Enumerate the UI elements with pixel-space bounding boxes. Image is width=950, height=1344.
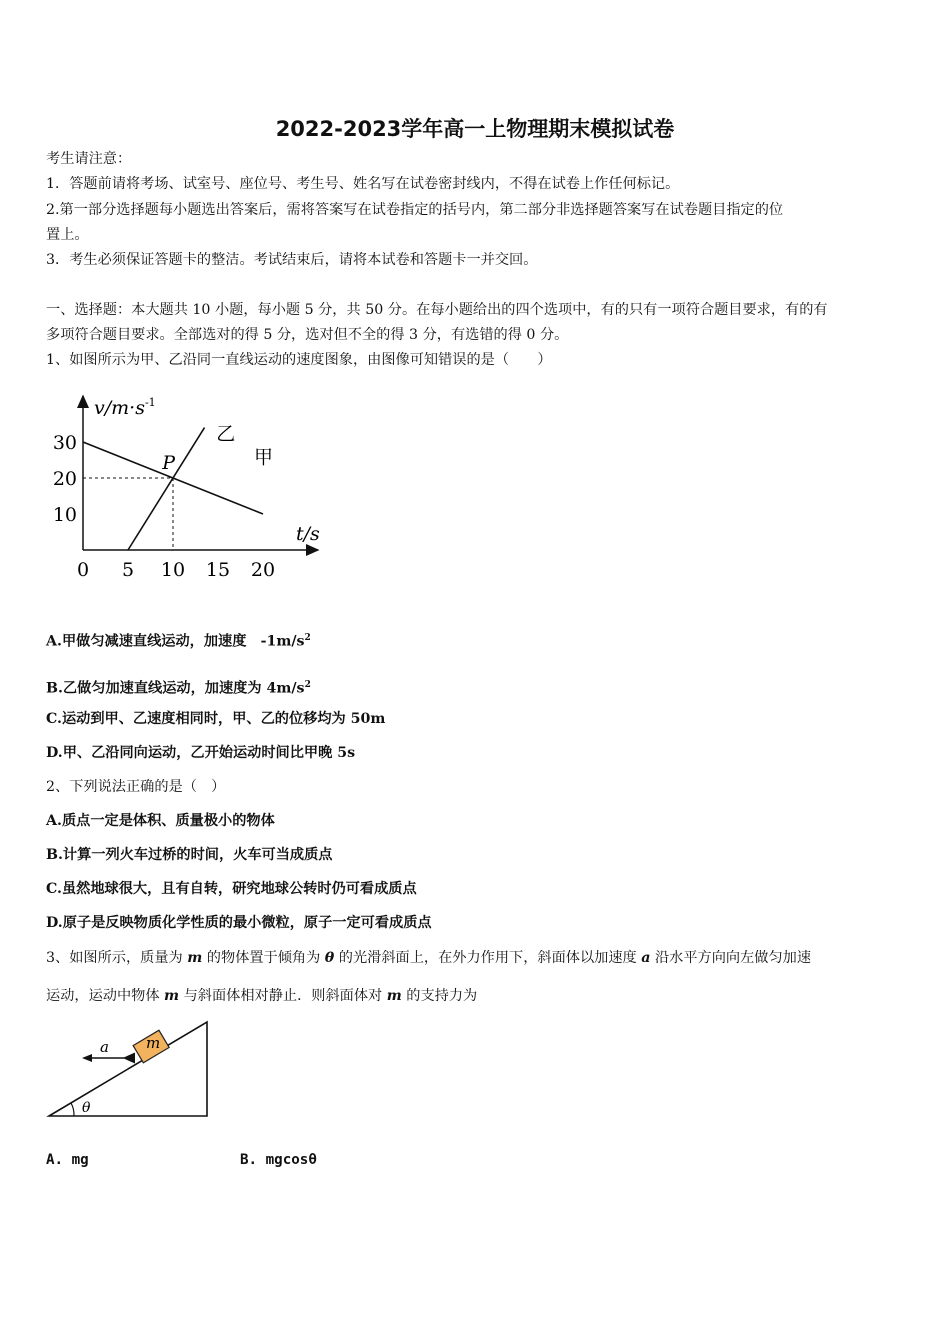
q2-option-b: B.计算一列火车过桥的时间，火车可当成质点: [46, 847, 333, 863]
acceleration-arrowhead: [82, 1054, 92, 1062]
q2-option-d: D.原子是反映物质化学性质的最小微粒，原子一定可看成质点: [46, 915, 432, 931]
series-label-yi: 乙: [216, 423, 236, 446]
q1-stem: 1、如图所示为甲、乙沿同一直线运动的速度图象，由图像可知错误的是（ ）: [46, 352, 552, 368]
y-tick-label: 20: [52, 468, 77, 490]
mass-label: m: [146, 1034, 161, 1052]
section-intro-line: 一、选择题：本大题共 10 小题，每小题 5 分，共 50 分。在每小题给出的四个选项中，有的只有一项符合题目要求，有的有: [46, 302, 828, 318]
angle-label: θ: [82, 1100, 91, 1116]
y-axis-label: $v/m\cdot s^{-1}$: [94, 396, 156, 419]
acceleration-label: a: [100, 1038, 109, 1056]
q2-option-c: C.虽然地球很大，且有自转，研究地球公转时仍可看成质点: [46, 881, 417, 897]
x-axis-label: t/s: [296, 523, 320, 545]
chart-layer: [53, 423, 275, 581]
angle-arc: [71, 1103, 74, 1116]
notice-item: 2.第一部分选择题每小题选出答案后，需将答案写在试卷指定的括号内，第二部分非选择题答案写在试卷题目指定的位: [46, 202, 784, 218]
page-title: 2022-2023学年高一上物理期末模拟试卷: [275, 117, 675, 141]
q1-option-d: D.甲、乙沿同向运动，乙开始运动时间比甲晚 5s: [46, 745, 356, 761]
notice-item: 3．考生必须保证答题卡的整洁。考试结束后，请将本试卷和答题卡一并交回。: [46, 252, 538, 268]
q2-stem: 2、下列说法正确的是（ ）: [46, 779, 226, 795]
q1-option-c: C.运动到甲、乙速度相同时，甲、乙的位移均为 50m: [46, 711, 386, 727]
series-label-jia: 甲: [254, 446, 274, 469]
point-label-p: P: [162, 452, 175, 474]
x-tick-label: 20: [250, 559, 276, 581]
q2-option-a: A.质点一定是体积、质量极小的物体: [46, 813, 275, 829]
notice-item: 置上。: [46, 227, 89, 243]
notice-heading: 考生请注意：: [46, 151, 132, 167]
q1-option-a: A.甲做匀减速直线运动，加速度 $-1m/s^2$: [46, 633, 311, 650]
notice-item: 1．答题前请将考场、试室号、座位号、考生号、姓名写在试卷密封线内，不得在试卷上作任何标记。: [46, 176, 680, 192]
incline-figure: [44, 1016, 219, 1126]
series-line-yi: [128, 428, 205, 550]
q3-option-a: A. mg: [46, 1152, 89, 1168]
q3-stem-line1: 3、如图所示，质量为 m 的物体置于倾角为 θ 的光滑斜面上，在外力作用下，斜面体以加速度 a 沿水平方向向左做匀加速: [46, 950, 812, 966]
incline-triangle: [49, 1022, 207, 1116]
velocity-time-chart: [48, 388, 338, 588]
x-tick-label: 0: [76, 559, 90, 581]
y-tick-label: 10: [52, 504, 77, 526]
q3-option-b: B. mgcosθ: [240, 1152, 317, 1168]
section-intro-line: 多项符合题目要求。全部选对的得 5 分，选对但不全的得 3 分，有选错的得 0 分。: [46, 327, 569, 343]
x-tick-label: 10: [160, 559, 186, 581]
q3-stem-line2: 运动，运动中物体 m 与斜面体相对静止．则斜面体对 m 的支持力为: [46, 988, 478, 1004]
x-tick-label: 15: [205, 559, 231, 581]
x-tick-label: 5: [121, 559, 135, 581]
y-tick-label: 30: [52, 432, 77, 454]
q1-option-b: B.乙做匀加速直线运动，加速度为 $4m/s^2$: [46, 680, 311, 697]
